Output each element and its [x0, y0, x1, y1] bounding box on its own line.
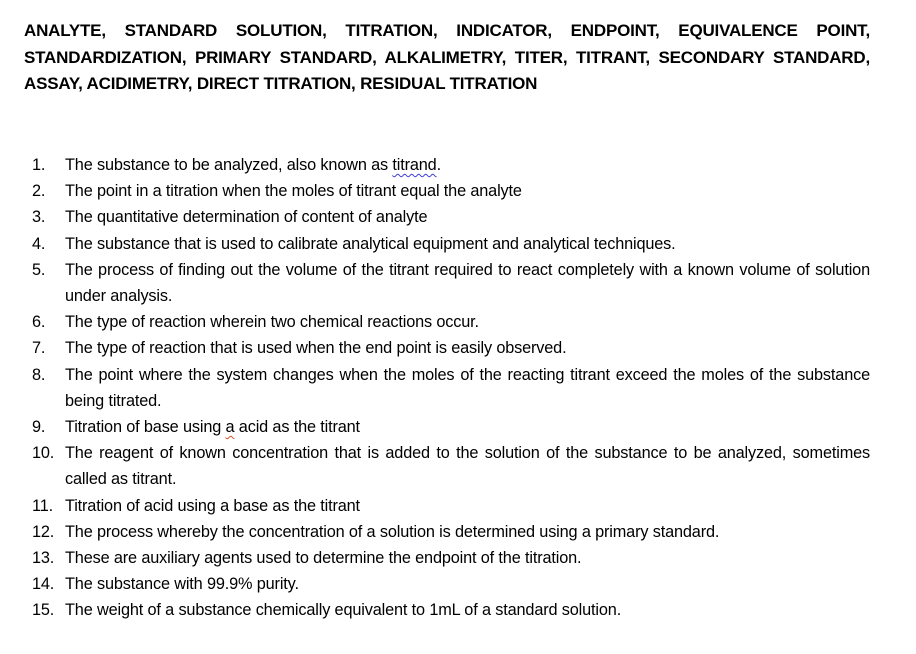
- item-text: The weight of a substance chemically equivalent to 1mL of a standard solution.: [65, 601, 622, 620]
- item-text-part: .: [436, 156, 441, 174]
- item-text: The substance with 99.9% purity.: [65, 575, 299, 594]
- spelling-flagged-word[interactable]: titrand: [392, 156, 437, 174]
- list-item: [24, 257, 870, 309]
- list-item: [24, 440, 870, 492]
- item-text: The point in a titration when the moles of titrant equal the analyte: [65, 182, 522, 201]
- item-number: 10.: [32, 444, 55, 463]
- item-text: The point where the system changes when the moles of the reacting titrant exceed the moles of the substance being titrated.: [65, 365, 870, 410]
- terms-text: ANALYTE, STANDARD SOLUTION, TITRATION, INDICATOR, ENDPOINT, EQUIVALENCE POINT, STANDARDIZATION, PRIMARY STANDARD, ALKALIMETRY, TITER, TITRANT, SECONDARY STANDARD, ASSAY, ACIDIMETRY, DIRECT TITRATION, RESIDUAL TITRATION: [24, 21, 870, 93]
- grammar-flagged-word[interactable]: a: [225, 418, 235, 437]
- list-item: [24, 335, 870, 361]
- item-number: 11.: [32, 496, 53, 515]
- item-text: The quantitative determination of content of analyte: [65, 208, 428, 227]
- item-text: The process whereby the concentration of a solution is determined using a primary standard.: [65, 522, 720, 541]
- item-text: These are auxiliary agents used to determine the endpoint of the titration.: [65, 549, 582, 568]
- terms-word-bank: [24, 18, 870, 98]
- item-number: 3.: [32, 208, 46, 227]
- item-number: 6.: [32, 313, 46, 332]
- item-text-part: The substance to be analyzed, also known as: [65, 156, 393, 174]
- list-item: [24, 152, 870, 178]
- item-number: 4.: [32, 234, 46, 253]
- list-item: [24, 519, 870, 545]
- list-item: [24, 204, 870, 230]
- item-number: 5.: [32, 260, 46, 279]
- item-text: The process of finding out the volume of the titrant required to react completely with a known volume of solution under analysis.: [65, 260, 870, 306]
- list-item: [24, 414, 870, 440]
- list-item: [24, 597, 870, 623]
- item-number: 8.: [32, 365, 46, 384]
- item-number: 1.: [32, 156, 46, 174]
- item-text: The substance that is used to calibrate analytical equipment and analytical techniques.: [65, 234, 676, 253]
- item-number: 2.: [32, 182, 46, 201]
- list-item: [24, 309, 870, 335]
- item-text: The type of reaction wherein two chemical reactions occur.: [65, 313, 479, 332]
- item-number: 15.: [32, 601, 55, 620]
- item-text: The type of reaction that is used when the end point is easily observed.: [65, 339, 567, 358]
- item-number: 13.: [32, 549, 55, 568]
- item-number: 9.: [32, 418, 46, 437]
- item-text: The reagent of known concentration that is added to the solution of the substance to be analyzed, sometimes called as titrant.: [65, 444, 870, 489]
- list-item: [24, 493, 870, 519]
- item-text-part: Titration of base using: [65, 418, 226, 437]
- question-list: [24, 152, 870, 624]
- list-item: [24, 362, 870, 414]
- list-item: [24, 231, 870, 257]
- list-item: [24, 571, 870, 597]
- item-text: Titration of acid using a base as the titrant: [65, 496, 360, 515]
- list-item: [24, 545, 870, 571]
- item-number: 12.: [32, 522, 55, 541]
- item-text: [65, 414, 870, 440]
- item-text-part: acid as the titrant: [234, 418, 360, 437]
- list-item: [24, 178, 870, 204]
- item-number: 7.: [32, 339, 46, 358]
- item-number: 14.: [32, 575, 55, 594]
- item-text: [65, 152, 870, 178]
